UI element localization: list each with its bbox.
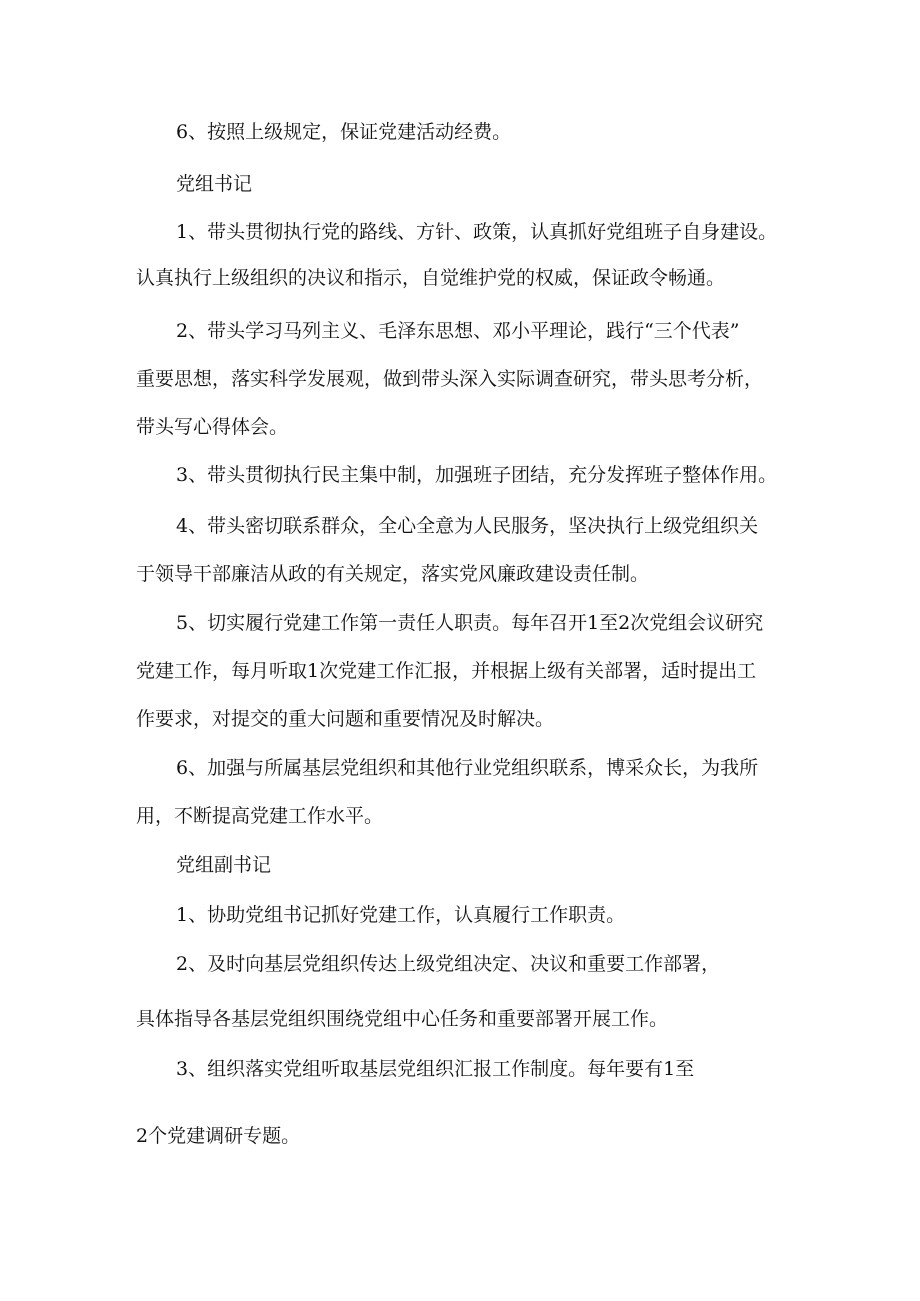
text-line: 5、切实履行党建工作第一责任人职责。每年召开1至2次党组会议研究 xyxy=(176,612,764,634)
text-line: 2、及时向基层党组织传达上级党组决定、决议和重要工作部署， xyxy=(176,953,721,975)
section-heading: 党组书记 xyxy=(176,173,253,195)
text-line: 6、按照上级规定，保证党建活动经费。 xyxy=(176,121,512,143)
text-line: 用，不断提高党建工作水平。 xyxy=(136,805,384,827)
text-line: 2个党建调研专题。 xyxy=(136,1125,301,1147)
text-line: 3、带头贯彻执行民主集中制，加强班子团结，充分发挥班子整体作用。 xyxy=(176,464,778,486)
text-line: 1、带头贯彻执行党的路线、方针、政策，认真抓好党组班子自身建设。 xyxy=(176,221,778,243)
text-line: 具体指导各基层党组织围绕党组中心任务和重要部署开展工作。 xyxy=(136,1008,669,1030)
text-line: 1、协助党组书记抓好党建工作，认真履行工作职责。 xyxy=(176,904,626,926)
text-line: 作要求，对提交的重大问题和重要情况及时解决。 xyxy=(136,708,555,730)
text-line: 重要思想，落实科学发展观，做到带头深入实际调查研究，带头思考分析， xyxy=(136,368,764,390)
text-line: 认真执行上级组织的决议和指示，自觉维护党的权威，保证政令畅通。 xyxy=(136,267,726,289)
text-line: 2、带头学习马列主义、毛泽东思想、邓小平理论，践行“三个代表” xyxy=(176,320,740,342)
text-line: 党建工作，每月听取1次党建工作汇报，并根据上级有关部署，适时提出工 xyxy=(136,660,757,682)
text-line: 3、组织落实党组听取基层党组织汇报工作制度。每年要有1至 xyxy=(176,1058,695,1080)
text-line: 4、带头密切联系群众，全心全意为人民服务，坚决执行上级党组织关 xyxy=(176,515,759,537)
text-line: 带头写心得体会。 xyxy=(136,416,289,438)
text-line: 于领导干部廉洁从政的有关规定，落实党风廉政建设责任制。 xyxy=(136,563,650,585)
text-line: 6、加强与所属基层党组织和其他行业党组织联系，博采众长，为我所 xyxy=(176,757,759,779)
section-heading: 党组副书记 xyxy=(176,854,272,876)
